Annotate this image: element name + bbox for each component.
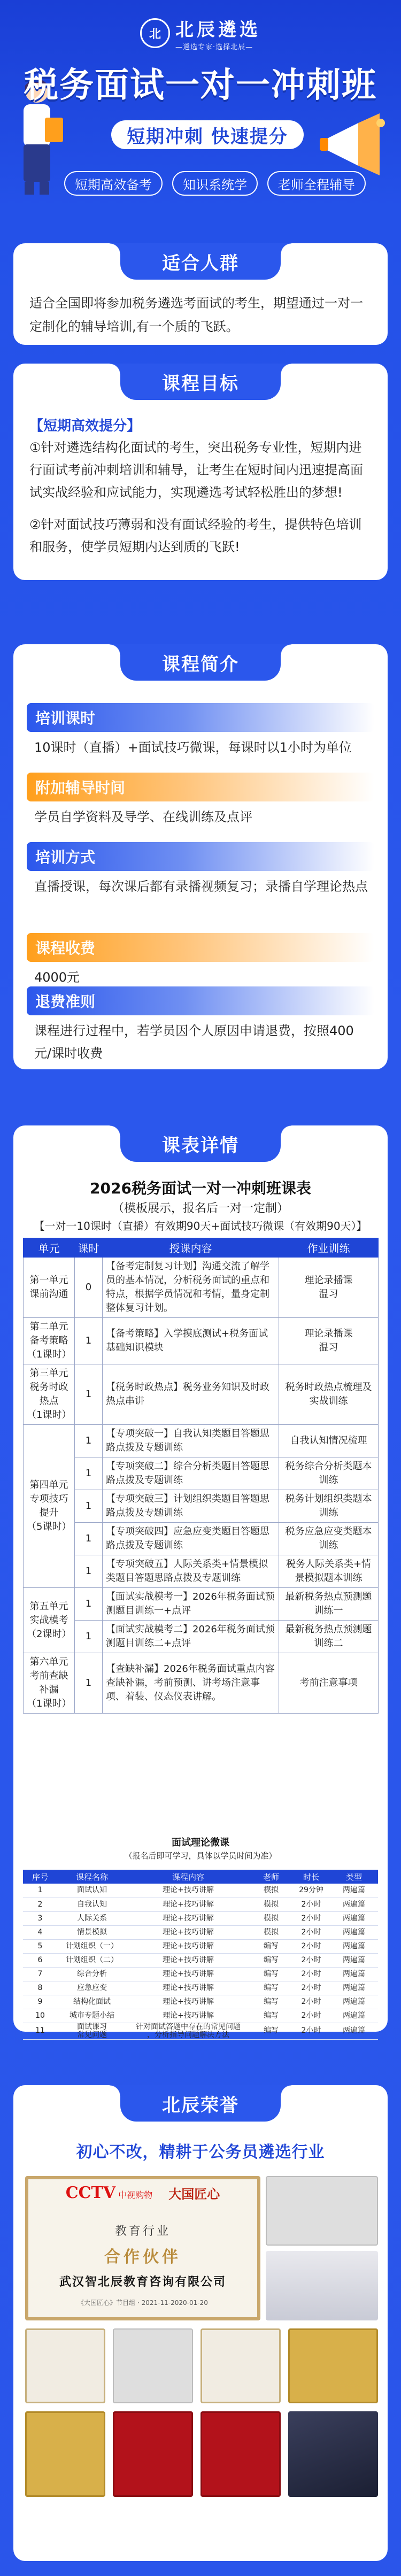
table-cell: 两遍篇	[330, 1953, 378, 1967]
table-cell: 两遍篇	[330, 1967, 378, 1981]
table-cell: 两遍篇	[330, 1898, 378, 1911]
table-cell: 理论+技巧讲解	[127, 2009, 250, 2023]
schedule-table	[23, 1238, 379, 1714]
hours-cell: 1	[75, 1588, 103, 1621]
column-header: 单元	[24, 1238, 75, 1258]
award-certificate-image	[25, 2328, 105, 2403]
content-cell: 【专项突破二】综合分析类题目答题思路点拨及专题训练	[103, 1457, 279, 1490]
table-cell: 2小时	[292, 1925, 330, 1939]
brand-mark-icon: 北	[140, 18, 170, 48]
table-row	[24, 1588, 379, 1621]
content-cell: 【备考定制复习计划】沟通交流了解学员的基本情况，分析税务面试的重点和特点，根据学员情况和考情，量身定制整体复习计划。	[103, 1258, 279, 1318]
table-cell: 两遍篇	[330, 1925, 378, 1939]
hours-cell: 1	[75, 1523, 103, 1555]
table-row	[24, 1457, 379, 1490]
table-cell: 3	[23, 1911, 57, 1925]
unit-cell: 第二单元 备考策略 （1课时）	[24, 1318, 75, 1364]
column-header: 授课内容	[103, 1238, 279, 1258]
content-cell: 【面试实战模考一】2026年税务面试预测题目训练一+点评	[103, 1588, 279, 1621]
section-heading	[120, 364, 281, 400]
intro-text: 直播授课，每次课后都有录播视频复习；录播自学理论热点	[34, 879, 368, 894]
schedule-title: 2026税务面试一对一冲刺班课表	[90, 1179, 311, 1197]
table-cell: 理论+技巧讲解	[127, 1981, 250, 1995]
table-cell: 针对面试答题中存在的常见问题 ，分析指导问题解决方法	[127, 2023, 250, 2039]
table-row	[24, 1364, 379, 1425]
table-cell: 编写	[250, 2023, 292, 2039]
table-row	[23, 1925, 378, 1939]
column-header: 类型	[330, 1870, 378, 1884]
table-row	[24, 1555, 379, 1588]
unit-cell: 第三单元 税务时政热点 （1课时）	[24, 1364, 75, 1425]
column-header: 序号	[23, 1870, 57, 1884]
unit-cell: 第一单元 课前沟通	[24, 1258, 75, 1318]
table-cell: 4	[23, 1925, 57, 1939]
unit-cell: 第六单元 考前查缺 补漏 （1课时）	[24, 1653, 75, 1714]
intro-item	[27, 703, 374, 759]
award-plaque-image	[266, 2176, 378, 2246]
table-row	[24, 1490, 379, 1523]
section-heading-text: 北辰荣誉	[162, 2094, 239, 2116]
certificate-line: 教育行业	[114, 2225, 171, 2238]
hours-cell: 1	[75, 1364, 103, 1425]
table-row	[24, 1653, 379, 1714]
content-cell: 【税务时政热点】税务业务知识及时政热点串讲	[103, 1364, 279, 1425]
table-row	[23, 2023, 378, 2039]
table-cell: 理论+技巧讲解	[127, 1995, 250, 2009]
hero-banner	[0, 0, 401, 230]
intro-label: 课程收费	[27, 933, 374, 962]
table-cell: 计划组织（一）	[57, 1939, 127, 1953]
table-cell: 编写	[250, 1939, 292, 1953]
table-cell: 模拟	[250, 1911, 292, 1925]
award-certificate-image	[113, 2328, 193, 2403]
table-row	[23, 1953, 378, 1967]
micro-course-table	[23, 1870, 378, 2040]
table-row	[23, 1884, 378, 1898]
micro-course-subtitle: （报名后即可学习，具体以学员时间为准）	[124, 1851, 277, 1861]
hero-tag: 知识系统学	[172, 171, 258, 196]
section-heading-text: 适合人群	[162, 252, 239, 274]
table-cell: 2小时	[292, 1911, 330, 1925]
table-cell: 自我认知	[57, 1898, 127, 1911]
table-cell: 2小时	[292, 1898, 330, 1911]
table-cell: 面试认知	[57, 1884, 127, 1898]
table-row	[23, 1911, 378, 1925]
homework-cell: 税务人际关系类+情景模拟题本训练	[279, 1555, 379, 1588]
table-row	[24, 1523, 379, 1555]
table-cell: 两遍篇	[330, 1884, 378, 1898]
hours-cell: 1	[75, 1425, 103, 1457]
cctv-logo: CCTV	[65, 2184, 116, 2202]
table-cell: 理论+技巧讲解	[127, 1953, 250, 1967]
table-cell: 面试课习 常见问题	[57, 2023, 127, 2039]
table-cell: 1	[23, 1884, 57, 1898]
column-header: 课程内容	[127, 1870, 250, 1884]
megaphone-icon	[315, 107, 390, 182]
certificate-line: 《大国匠心》节目组 · 2021-11-2020-01-20	[78, 2299, 208, 2307]
schedule-subtitle: （模板展示，报名后一对一定制）	[112, 1202, 289, 1215]
hero-title: 税务面试一对一冲刺班	[24, 66, 377, 105]
content-cell: 【备考策略】入学摸底测试+税务面试基础知识模块	[103, 1318, 279, 1364]
table-cell: 10	[23, 2009, 57, 2023]
table-cell: 7	[23, 1967, 57, 1981]
table-cell: 编写	[250, 1995, 292, 2009]
table-cell: 编写	[250, 1981, 292, 1995]
table-header-row	[24, 1238, 379, 1258]
table-cell: 理论+技巧讲解	[127, 1967, 250, 1981]
table-cell: 理论+技巧讲解	[127, 1939, 250, 1953]
homework-cell: 自我认知情况梳理	[279, 1425, 379, 1457]
partner-certificate	[25, 2176, 260, 2320]
homework-cell: 税务计划组织类题本训练	[279, 1490, 379, 1523]
schedule-details-card	[13, 1125, 388, 2039]
brand-name: 北辰遴选	[175, 19, 261, 41]
table-header-row	[23, 1870, 378, 1884]
table-row	[23, 1981, 378, 1995]
table-cell: 2小时	[292, 1953, 330, 1967]
homework-cell: 最新税务热点预测题训练一	[279, 1588, 379, 1621]
intro-label: 培训课时	[27, 703, 374, 732]
brand-slogan: —遴选专家·选择北辰—	[175, 43, 253, 51]
hero-tags	[64, 171, 366, 196]
award-trophy-image	[25, 2411, 105, 2497]
table-row	[23, 1995, 378, 2009]
intro-text: 学员自学资料及导学、在线训练及点评	[34, 809, 252, 824]
table-cell: 2小时	[292, 2023, 330, 2039]
table-row	[23, 2009, 378, 2023]
crowd-text: 适合全国即将参加税务遴选考面试的考生，期望通过一对一定制化的辅导培训,有一个质的飞跃。	[29, 296, 363, 334]
section-heading	[120, 1125, 281, 1162]
column-header: 时长	[292, 1870, 330, 1884]
goal-label: 【短期高效提分】	[29, 418, 141, 434]
hours-cell: 1	[75, 1555, 103, 1588]
table-cell: 2小时	[292, 2009, 330, 2023]
hours-cell: 1	[75, 1490, 103, 1523]
intro-text: 10课时（直播）+面试技巧微课，每课时以1小时为单位	[34, 740, 352, 755]
content-cell: 【专项突破五】人际关系类+情景模拟类题目答题思路点拨及专题训练	[103, 1555, 279, 1588]
content-cell: 【专项突破四】应急应变类题目答题思路点拨及专题训练	[103, 1523, 279, 1555]
table-cell: 两遍篇	[330, 1981, 378, 1995]
table-cell: 人际关系	[57, 1911, 127, 1925]
table-cell: 2小时	[292, 1967, 330, 1981]
course-goals-card	[13, 364, 388, 580]
hours-cell: 1	[75, 1457, 103, 1490]
table-cell: 5	[23, 1939, 57, 1953]
section-heading-text: 课表详情	[162, 1135, 239, 1156]
intro-item	[27, 773, 374, 828]
table-row	[24, 1425, 379, 1457]
table-cell: 理论+技巧讲解	[127, 1884, 250, 1898]
intro-item	[27, 842, 374, 898]
table-row	[23, 1967, 378, 1981]
award-certificate-image	[288, 2328, 378, 2403]
homework-cell: 税务时政热点梳理及实战训练	[279, 1364, 379, 1425]
homework-cell: 税务应急应变类题本训练	[279, 1523, 379, 1555]
hero-tag: 短期高效备考	[64, 171, 163, 196]
unit-cell: 第四单元 专项技巧 提升 （5课时）	[24, 1425, 75, 1588]
table-cell: 9	[23, 1995, 57, 2009]
table-cell: 理论+技巧讲解	[127, 1925, 250, 1939]
table-cell: 两遍篇	[330, 2023, 378, 2039]
content-cell: 【面试实战模考二】2026年税务面试预测题目训练二+点评	[103, 1621, 279, 1653]
intro-item	[27, 986, 374, 1065]
table-cell: 编写	[250, 1967, 292, 1981]
honors-card	[13, 2085, 388, 2561]
table-cell: 两遍篇	[330, 1911, 378, 1925]
table-cell: 11	[23, 2023, 57, 2039]
table-cell: 两遍篇	[330, 2009, 378, 2023]
section-heading	[120, 644, 281, 681]
table-row	[24, 1258, 379, 1318]
homework-cell: 税务综合分析类题本训练	[279, 1457, 379, 1490]
column-header: 课程名称	[57, 1870, 127, 1884]
hours-cell: 0	[75, 1258, 103, 1318]
table-cell: 模拟	[250, 1898, 292, 1911]
table-cell: 模拟	[250, 1925, 292, 1939]
homework-cell: 理论录播课 温习	[279, 1258, 379, 1318]
table-cell: 城市专题小结	[57, 2009, 127, 2023]
suitable-crowd-card	[13, 243, 388, 345]
hours-cell: 1	[75, 1621, 103, 1653]
table-cell: 综合分析	[57, 1967, 127, 1981]
homework-cell: 最新税务热点预测题训练二	[279, 1621, 379, 1653]
course-intro-card	[13, 644, 388, 1069]
award-certificate-image	[200, 2328, 281, 2403]
table-cell: 理论+技巧讲解	[127, 1911, 250, 1925]
column-header: 老师	[250, 1870, 292, 1884]
table-cell: 2小时	[292, 1995, 330, 2009]
intro-label: 培训方式	[27, 842, 374, 871]
table-cell: 2	[23, 1898, 57, 1911]
section-heading	[120, 243, 281, 280]
award-certificate-image	[113, 2411, 193, 2497]
intro-label: 附加辅导时间	[27, 773, 374, 801]
interview-photo-image	[288, 2411, 378, 2497]
table-cell: 模拟	[250, 1884, 292, 1898]
table-cell: 8	[23, 1981, 57, 1995]
column-header: 课时	[75, 1238, 103, 1258]
table-cell: 理论+技巧讲解	[127, 1898, 250, 1911]
intro-label: 退费准则	[27, 986, 374, 1015]
table-cell: 应急应变	[57, 1981, 127, 1995]
table-cell: 两遍篇	[330, 1995, 378, 2009]
intro-text: 课程进行过程中，若学员因个人原因申请退费，按照400元/课时收费	[34, 1023, 354, 1061]
hero-tag: 老师全程辅导	[267, 171, 366, 196]
section-heading	[120, 2085, 281, 2122]
content-cell: 【专项突破三】计划组织类题目答题思路点拨及专题训练	[103, 1490, 279, 1523]
table-row	[23, 1939, 378, 1953]
table-cell: 计划组织（二）	[57, 1953, 127, 1967]
goal-paragraph: ②针对面试技巧薄弱和没有面试经验的考生，提供特色培训和服务，使学员短期内达到质的飞跃!	[29, 517, 362, 554]
award-photo-image	[266, 2251, 378, 2320]
homework-cell: 理论录播课 温习	[279, 1318, 379, 1364]
hours-cell: 1	[75, 1653, 103, 1714]
table-row	[24, 1318, 379, 1364]
table-cell: 结构化面试	[57, 1995, 127, 2009]
certificate-line: 武汉智北辰教育咨询有限公司	[59, 2276, 226, 2289]
table-cell: 情景模拟	[57, 1925, 127, 1939]
cctv-channel: 中视购物	[118, 2190, 153, 2200]
table-row	[24, 1621, 379, 1653]
goal-paragraph: ①针对遴选结构化面试的考生，突出税务专业性，短期内进行面试考前冲刺培训和辅导，让考生在短时间内迅速提高面试实战经验和应试能力，实现遴选考试轻松胜出的梦想!	[29, 440, 363, 500]
table-cell: 两遍篇	[330, 1939, 378, 1953]
content-cell: 【查缺补漏】2026年税务面试重点内容查缺补漏，考前预测、讲考场注意事项、着装、仪态仪表讲解。	[103, 1653, 279, 1714]
unit-cell: 第五单元 实战模考 （2课时）	[24, 1588, 75, 1653]
micro-course-rows	[23, 1884, 378, 2039]
dgjx-logo: 大国匠心	[168, 2186, 220, 2202]
award-certificate-image	[200, 2411, 281, 2497]
table-cell: 6	[23, 1953, 57, 1967]
micro-course-title	[13, 1837, 388, 1862]
hero-subtitle: 短期冲刺 快速提分	[111, 120, 304, 149]
table-cell: 编写	[250, 2009, 292, 2023]
table-cell: 2小时	[292, 1981, 330, 1995]
table-row	[23, 1898, 378, 1911]
section-heading-text: 课程目标	[162, 373, 239, 395]
certificate-line: 合作伙伴	[104, 2248, 181, 2266]
table-cell: 29分钟	[292, 1884, 330, 1898]
homework-cell: 考前注意事项	[279, 1653, 379, 1714]
content-cell: 【专项突破一】自我认知类题目答题思路点拨及专题训练	[103, 1425, 279, 1457]
intro-text: 4000元	[34, 970, 80, 985]
table-cell: 2小时	[292, 1939, 330, 1953]
schedule-subtitle: 【一对一10课时（直播）有效期90天+面试技巧微课（有效期90天）】	[34, 1220, 367, 1232]
honors-slogan: 初心不改，精耕于公务员遴选行业	[76, 2143, 325, 2162]
table-cell: 编写	[250, 1953, 292, 1967]
column-header: 作业训练	[279, 1238, 379, 1258]
micro-course-title-text: 面试理论微课	[172, 1837, 229, 1848]
intro-item	[27, 933, 374, 989]
brand-logo	[0, 15, 401, 51]
hours-cell: 1	[75, 1318, 103, 1364]
section-heading-text: 课程简介	[162, 653, 239, 675]
